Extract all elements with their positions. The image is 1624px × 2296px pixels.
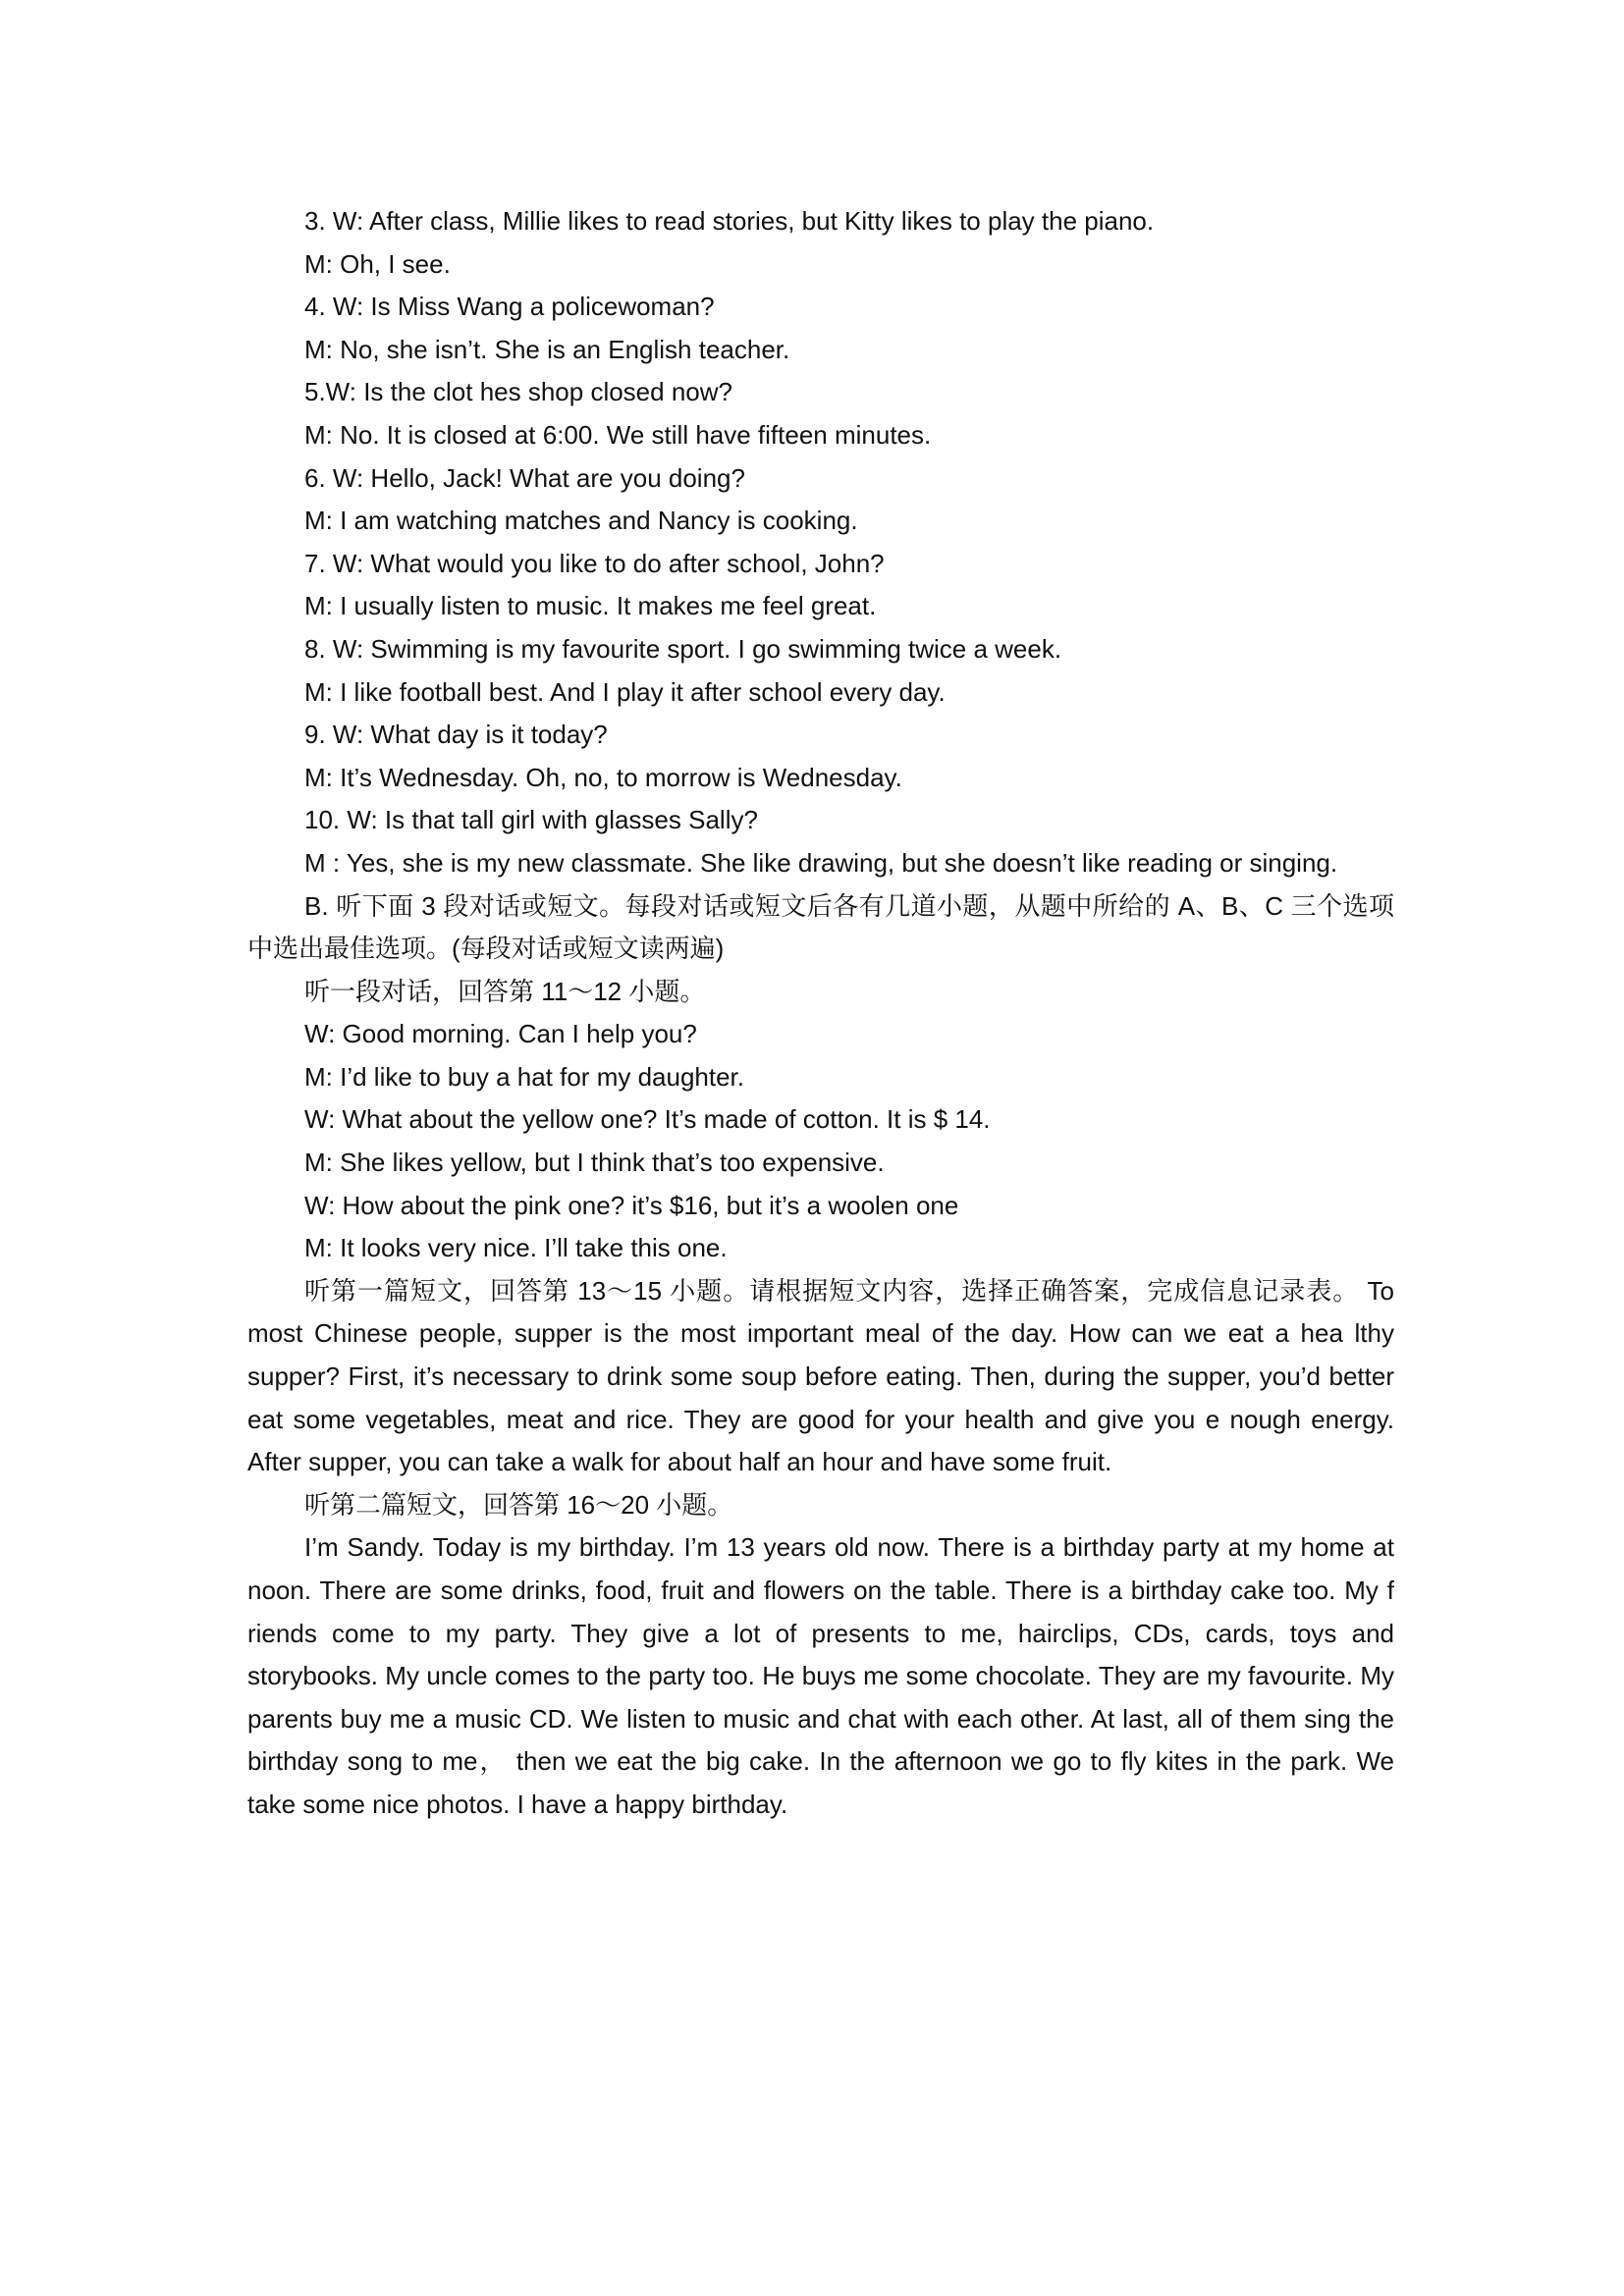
passage-2: I’m Sandy. Today is my birthday. I’m 13 years old now. There is a birthday party at my home at noon. There are some drinks, food, fruit and flowers on the table. There is a birthday cake too. My f riends come to my party. They give a lot of presents to me, hairclips, CDs, cards, toys and storybooks. My uncle comes to the party too. He buys me some chocolate. They are my favourite. My parents buy me a music CD. We listen to music and chat with each other. At last, all of them sing the birthday song to me， then we eat the big cake. In the afternoon we go to fly kites in the park. We take some nice photos. I have a happy birthday. bbox=[247, 1532, 1394, 1819]
dialogue-line: 6. W: Hello, Jack! What are you doing? bbox=[304, 462, 745, 493]
dialogue-line: 9. W: What day is it today? bbox=[304, 720, 608, 750]
page-content bbox=[247, 200, 1394, 1827]
dialogue-line: M: It looks very nice. I’ll take this one. bbox=[304, 1233, 728, 1263]
dialogue-line: M: No, she isn’t. She is an English teacher. bbox=[304, 334, 790, 364]
section-b-instruction: B. 听下面 3 段对话或短文。每段对话或短文后各有几道小题，从题中所给的 A、B、C 三个选项中选出最佳选项。(每段对话或短文读两遍) bbox=[247, 890, 1394, 964]
dialogue-line: M: I’d like to buy a hat for my daughter. bbox=[304, 1061, 745, 1092]
dialogue-line: 5.W: Is the clot hes shop closed now? bbox=[304, 377, 732, 407]
dialogue-line: W: Good morning. Can I help you? bbox=[304, 1019, 697, 1049]
dialogue-line: M: Oh, I see. bbox=[304, 248, 451, 279]
dialogue-line: M: I usually listen to music. It makes me feel great. bbox=[304, 591, 877, 621]
passage-1: 听第一篇短文，回答第 13～15 小题。请根据短文内容，选择正确答案，完成信息记录表。 To most Chinese people, supper is the most important meal of the day. How can we eat a hea lthy supper? First, it’s necessary to drink some soup before eating. Then, during the supper, you’d better eat some vegetables, meat and rice. They are good for your health and give you e nough energy. After supper, you can take a walk for about half an hour and have some fruit. bbox=[247, 1275, 1394, 1477]
dialogue-line: 4. W: Is Miss Wang a policewoman? bbox=[304, 292, 715, 322]
dialogue-line: M: I am watching matches and Nancy is cooking. bbox=[304, 506, 858, 536]
dialogue-line: W: What about the yellow one? It’s made of cotton. It is $ 14. bbox=[304, 1104, 991, 1135]
dialogue-line: 10. W: Is that tall girl with glasses Sally? bbox=[304, 805, 758, 835]
dialogue-line: W: How about the pink one? it’s $16, but it’s a woolen one bbox=[304, 1190, 959, 1220]
dialogue-line: M: She likes yellow, but I think that’s too expensive. bbox=[304, 1148, 885, 1178]
dialogue-line: M: It’s Wednesday. Oh, no, to morrow is Wednesday. bbox=[304, 762, 902, 792]
passage-2-heading: 听第二篇短文，回答第 16～20 小题。 bbox=[304, 1489, 733, 1520]
dialogue-line: M : Yes, she is my new classmate. She like drawing, but she doesn’t like reading or singing. bbox=[304, 847, 1338, 878]
dialogue-line: 3. W: After class, Millie likes to read stories, but Kitty likes to play the piano. bbox=[304, 206, 1155, 236]
dialogue-heading: 听一段对话，回答第 11～12 小题。 bbox=[304, 976, 706, 1006]
dialogue-line: 7. W: What would you like to do after school, John? bbox=[304, 548, 885, 578]
dialogue-line: 8. W: Swimming is my favourite sport. I go swimming twice a week. bbox=[304, 633, 1062, 664]
dialogue-line: M: No. It is closed at 6:00. We still have fifteen minutes. bbox=[304, 419, 932, 450]
dialogue-line: M: I like football best. And I play it after school every day. bbox=[304, 676, 946, 707]
